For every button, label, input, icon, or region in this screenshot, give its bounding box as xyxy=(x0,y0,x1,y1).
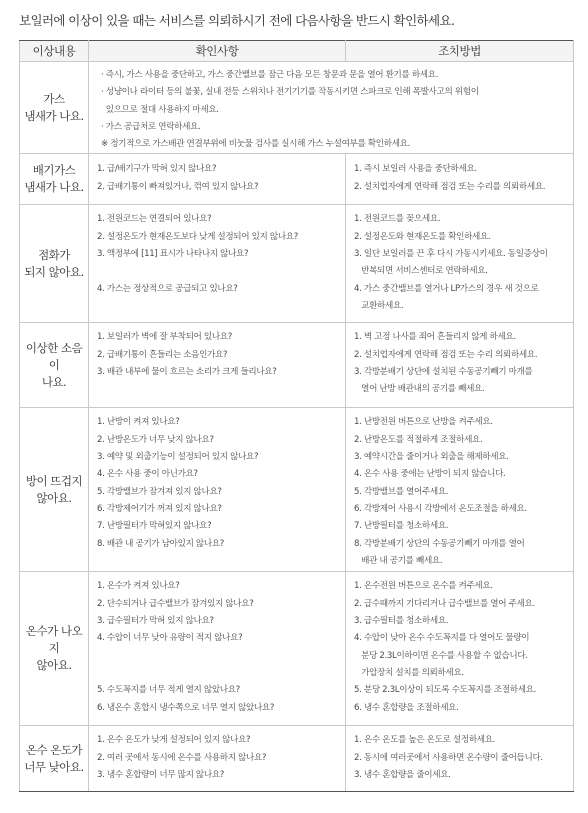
issue-line: 너무 낮아요. xyxy=(24,759,84,774)
table-row xyxy=(20,205,574,323)
action-item: 1. 전원코드를 꽂으세요. xyxy=(354,214,441,225)
issue-cell xyxy=(20,62,89,154)
issue-cell xyxy=(20,408,89,572)
table-row xyxy=(20,726,574,792)
table-row xyxy=(20,408,574,572)
issue-line: 이상한 소음이 xyxy=(25,340,83,372)
actions-cell xyxy=(346,323,574,408)
troubleshooting-table xyxy=(19,40,574,792)
action-item: 4. 수압이 낮아 온수 수도꼭지를 다 열어도 물량이 xyxy=(354,633,530,644)
actions-cell xyxy=(346,726,574,792)
action-item: 8. 각방분배기 상단의 수동공기빼기 마개를 열어 xyxy=(354,538,525,549)
issue-cell xyxy=(20,154,89,205)
check-item: 4. 수압이 너무 낮아 유량이 적지 않나요? xyxy=(97,633,243,644)
action-item: 1. 즉시 보일러 사용을 중단하세요. xyxy=(354,164,477,175)
action-item: 2. 급수때까지 기다리거나 급수밸브를 열어 주세요. xyxy=(354,598,535,609)
check-item: · 즉시, 가스 사용을 중단하고, 가스 중간밸브를 잠근 다음 모든 창문과 문을 열어 환기를 하세요. xyxy=(101,70,439,80)
check-item: 2. 급배기통이 흔들리는 소음인가요? xyxy=(97,349,228,360)
check-item: 1. 급/배기구가 막혀 있지 않나요? xyxy=(97,164,217,175)
check-item: 1. 전원코드는 연결되어 있나요? xyxy=(97,214,212,225)
table-header-row xyxy=(20,41,574,62)
issue-line: 냄새가 나요. xyxy=(24,180,84,195)
issue-line: 온수 온도가 xyxy=(25,742,83,757)
issue-line: 않아요. xyxy=(36,490,72,505)
issue-cell xyxy=(20,205,89,323)
action-item: 가압장치 설치를 의뢰하세요. xyxy=(354,667,464,678)
check-item: 4. 온수 사용 중이 아닌가요? xyxy=(97,469,198,480)
action-item: 2. 동시에 여러곳에서 사용하면 온수량이 줄어듭니다. xyxy=(354,752,543,763)
check-item: 1. 난방이 켜져 있나요? xyxy=(97,417,180,428)
issue-line: 방이 뜨겁지 xyxy=(25,473,83,488)
table-row xyxy=(20,154,574,205)
issue-cell xyxy=(20,572,89,726)
action-item: 7. 난방필터를 청소하세요. xyxy=(354,521,449,532)
action-item: 6. 냉수 혼합량을 조절하세요. xyxy=(354,702,459,713)
action-item: 3. 예약시간을 줄이거나 외출을 해제하세요. xyxy=(354,452,509,463)
check-item: 2. 단수되거나 급수밸브가 잠겨있지 않나요? xyxy=(97,598,254,609)
checks-cell xyxy=(89,572,346,726)
action-item: 4. 가스 중간밸브를 열거나 LP가스의 경우 새 것으로 xyxy=(354,283,539,294)
checks-cell xyxy=(89,205,346,323)
issue-line: 배기가스 xyxy=(32,163,76,178)
issue-line: 온수가 나오지 xyxy=(25,624,83,656)
check-item: 1. 보일러가 벽에 잘 부착되어 있나요? xyxy=(97,332,232,343)
checks-cell xyxy=(89,408,346,572)
check-item: 8. 배관 내 공기가 남아있지 않나요? xyxy=(97,538,224,549)
checks-cell xyxy=(89,154,346,205)
action-item: 3. 급수필터를 청소하세요. xyxy=(354,616,449,627)
check-item: 2. 난방온도가 너무 낮지 않나요? xyxy=(97,434,214,445)
action-item: 5. 각방밸브를 열어주세요. xyxy=(354,486,449,497)
table-row xyxy=(20,572,574,726)
action-item: 5. 분당 2.3L이상이 되도록 수도꼭지를 조절하세요. xyxy=(354,685,536,696)
check-item: 6. 냉온수 혼합시 냉수쪽으로 너무 열지 않았나요? xyxy=(97,702,275,713)
check-item: 5. 각방밸브가 잠겨져 있지 않나요? xyxy=(97,486,222,497)
check-item: 5. 수도꼭지를 너무 적게 열지 않았나요? xyxy=(97,685,240,696)
issue-cell xyxy=(20,726,89,792)
check-item: 2. 급배기통이 빠져있거나, 꺾여 있지 않나요? xyxy=(97,181,259,192)
check-item: 4. 가스는 정상적으로 공급되고 있나요? xyxy=(97,283,238,294)
spacer xyxy=(97,648,342,665)
issue-line: 않아요. xyxy=(36,658,72,673)
action-item: 배관 내 공기를 빼세요. xyxy=(354,555,443,566)
check-item: · 가스 공급처로 연락하세요. xyxy=(101,121,201,132)
check-item: 2. 여러 곳에서 동시에 온수를 사용하지 않나요? xyxy=(97,752,267,763)
checks-cell xyxy=(89,62,574,154)
issue-line: 가스 xyxy=(43,91,65,106)
issue-line: 되지 않아요. xyxy=(24,264,84,279)
actions-cell xyxy=(346,408,574,572)
action-item: 4. 온수 사용 중에는 난방이 되지 않습니다. xyxy=(354,469,506,480)
table-row xyxy=(20,62,574,154)
actions-cell xyxy=(346,205,574,323)
check-item: 있으므로 절대 사용하지 마세요. xyxy=(101,104,219,115)
issue-line: 점화가 xyxy=(38,247,70,262)
issue-line: 나요. xyxy=(41,374,67,389)
actions-cell xyxy=(346,154,574,205)
check-item: 7. 난방필터가 막혀있지 않나요? xyxy=(97,521,212,532)
checks-cell xyxy=(89,323,346,408)
action-item: 3. 냉수 혼합량을 줄이세요. xyxy=(354,770,451,781)
header-actions: 조치방법 xyxy=(346,41,574,62)
action-item: 1. 온수전원 버튼으로 온수를 켜주세요. xyxy=(354,581,493,592)
header-issue: 이상내용 xyxy=(20,41,89,62)
check-item: ※ 정기적으로 가스배관 연결부위에 비눗물 검사를 실시해 가스 누설여부를 확인하세요. xyxy=(101,139,410,150)
action-item: 분당 2.3L이하이면 온수를 사용할 수 없습니다. xyxy=(354,650,528,661)
check-item: 6. 각방제어기가 꺼져 있지 않나요? xyxy=(97,503,222,514)
spacer xyxy=(97,665,342,682)
action-item: 교환하세요. xyxy=(354,300,404,311)
check-item: 3. 배관 내부에 물이 흐르는 소리가 크게 들리나요? xyxy=(97,367,277,378)
issue-line: 냄새가 나요. xyxy=(24,108,84,123)
check-item: 1. 온수 온도가 낮게 설정되어 있지 않나요? xyxy=(97,735,251,746)
issue-cell xyxy=(20,323,89,408)
intro-text: 보일러에 이상이 있을 때는 서비스를 의뢰하시기 전에 다음사항을 반드시 확인하세요. xyxy=(19,13,455,28)
action-item: 2. 설치업자에게 연락해 점검 또는 수리를 의뢰하세요. xyxy=(354,181,546,192)
table-row xyxy=(20,323,574,408)
check-item: 3. 액정부에 [11] 표시가 나타나지 않나요? xyxy=(97,249,249,260)
action-item: 1. 벽 고정 나사를 죄어 흔들리지 않게 하세요. xyxy=(354,332,516,343)
header-checks: 확인사항 xyxy=(89,41,346,62)
action-item: 2. 설치업자에게 연락해 점검 또는 수리 의뢰하세요. xyxy=(354,349,538,360)
check-item: · 성냥이나 라이터 등의 불꽃, 실내 전등 스위치나 전기기기를 작동시키면 스파크로 인해 폭발사고의 위험이 xyxy=(101,87,479,98)
action-item: 3. 각방분배기 상단에 설치된 수동공기빼기 마개를 xyxy=(354,367,533,378)
checks-cell xyxy=(89,726,346,792)
check-item: 3. 예약 및 외출기능이 설정되어 있지 않나요? xyxy=(97,452,259,463)
action-item: 2. 난방온도를 적절하게 조절하세요. xyxy=(354,434,483,445)
action-item: 6. 각방제어 사용시 각방에서 온도조절을 하세요. xyxy=(354,503,527,514)
check-item: 3. 급수필터가 막혀 있지 않나요? xyxy=(97,616,214,627)
check-item: 1. 온수가 켜져 있나요? xyxy=(97,581,180,592)
action-item: 반복되면 서비스센터로 연락하세요. xyxy=(354,266,488,277)
action-item: 1. 온수 온도를 높은 온도로 설정하세요. xyxy=(354,735,496,746)
action-item: 열어 난방 배관내의 공기를 빼세요. xyxy=(354,384,485,395)
action-item: 3. 일단 보일러를 끈 후 다시 가동시키세요. 동일증상이 xyxy=(354,249,548,260)
actions-cell xyxy=(346,572,574,726)
check-item: 3. 냉수 혼합량이 너무 많지 않나요? xyxy=(97,770,224,781)
action-item: 2. 설정온도와 현재온도를 확인하세요. xyxy=(354,231,491,242)
spacer xyxy=(97,263,342,280)
check-item: 2. 설정온도가 현재온도보다 낮게 설정되어 있지 않나요? xyxy=(97,231,298,242)
action-item: 1. 난방전원 버튼으로 난방을 켜주세요. xyxy=(354,417,493,428)
